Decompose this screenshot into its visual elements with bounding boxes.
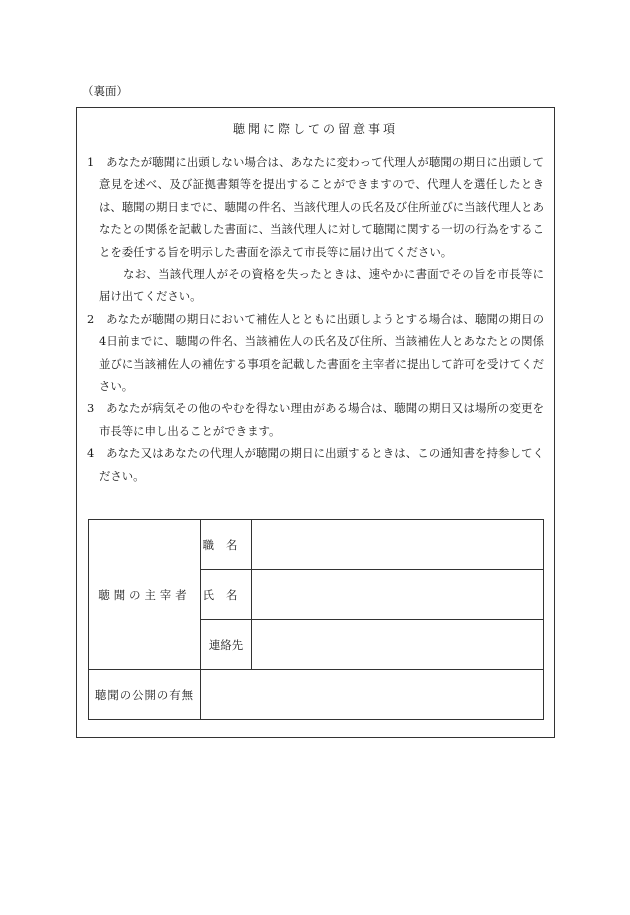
item-text: あなたが病気その他のやむを得ない理由がある場合は、聴聞の期日又は場所の変更を市長等に申し出ることができます。 — [99, 401, 544, 438]
presider-label: 聴聞の主宰者 — [89, 520, 201, 670]
notice-note: なお、当該代理人がその資格を失ったときは、速やかに書面でその旨を市長等に届け出てください。 — [99, 267, 544, 304]
item-text: あなた又はあなたの代理人が聴聞の期日に出頭するときは、この通知書を持参してください。 — [99, 446, 544, 483]
notice-body — [87, 151, 544, 487]
notice-item-1 — [87, 151, 544, 263]
notice-frame — [76, 107, 555, 738]
item-number: 2 — [87, 311, 95, 326]
document-title: 聴聞に際しての留意事項 — [232, 122, 398, 136]
page-side-label: （裏面） — [82, 84, 128, 98]
item-number: 3 — [87, 401, 95, 416]
notice-item-4 — [87, 442, 544, 487]
item-number: 1 — [87, 155, 95, 169]
presider-table — [88, 519, 544, 720]
position-label: 職名 — [201, 520, 252, 570]
public-hearing-value — [201, 670, 544, 720]
notice-item-2 — [87, 308, 544, 398]
item-text: あなたが聴聞の期日において補佐人とともに出頭しようとする場合は、聴聞の期日の4日前までに、聴聞の件名、当該補佐人の氏名及び住所、当該補佐人とあなたとの関係並びに当該補佐人の補佐する事項を記載した書面を主宰者に提出して許可を受けてください。 — [99, 311, 544, 394]
contact-label: 連絡先 — [201, 620, 252, 670]
notice-item-3 — [87, 397, 544, 442]
name-label: 氏名 — [201, 570, 252, 620]
position-value — [252, 520, 544, 570]
name-value — [252, 570, 544, 620]
item-text: あなたが聴聞に出頭しない場合は、あなたに変わって代理人が聴聞の期日に出頭して意見を述べ、及び証拠書類等を提出することができますので、代理人を選任したときは、聴聞の期日までに、聴聞の件名、当該代理人の氏名及び住所並びに当該代理人とあなたとの関係を記載した書面に、当該代理人に対して聴聞に関する一切の行為をすることを委任する旨を明示した書面を添えて市長等に届け出てください。 — [99, 155, 544, 259]
contact-value — [252, 620, 544, 670]
public-hearing-label: 聴聞の公開の有無 — [89, 670, 201, 720]
item-number: 4 — [87, 446, 95, 461]
